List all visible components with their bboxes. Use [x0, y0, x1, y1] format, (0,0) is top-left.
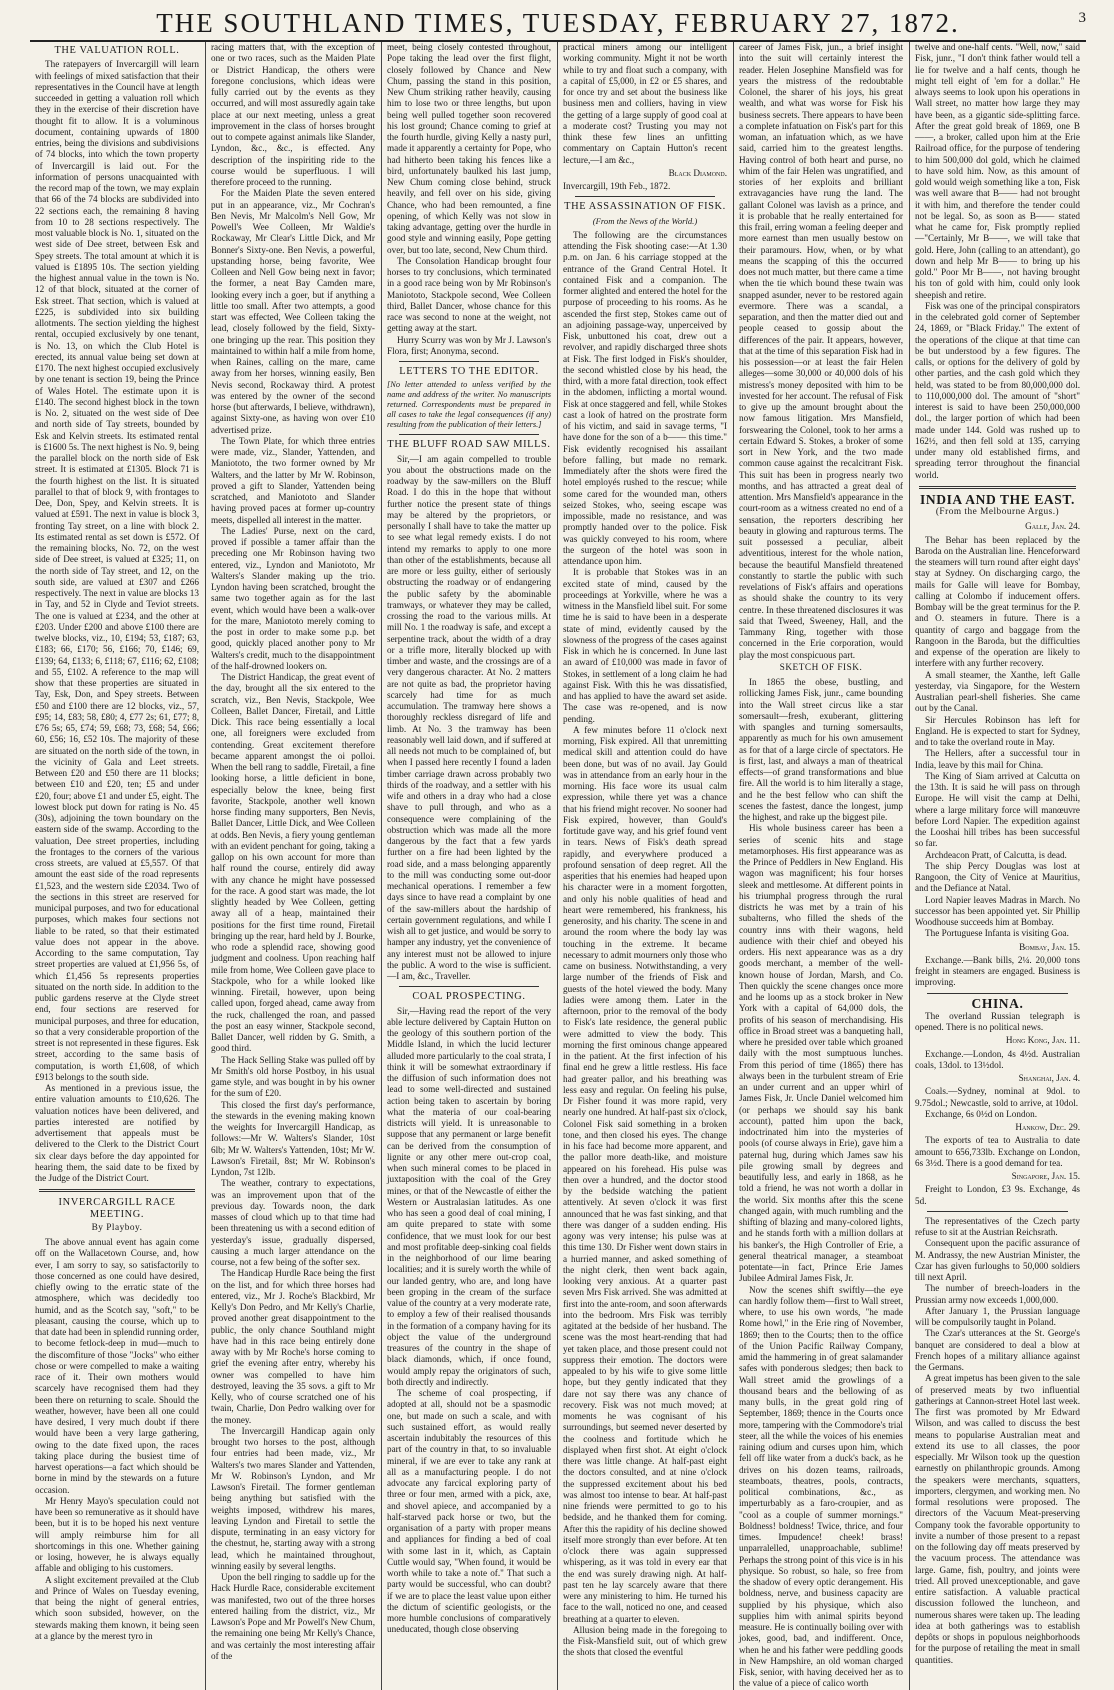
section-heading: INVERCARGILL RACE MEETING.	[58, 1197, 176, 1220]
column-1	[30, 42, 206, 1690]
divider	[575, 196, 715, 197]
paragraph: The exports of tea to Australia to date amount to 656,733lb. Exchange on London, 6s 3½d. There is a good demand for tea.	[915, 1135, 1080, 1168]
paragraph: Allusion being made in the foregoing to the Fisk-Mansfield suit, out of which grew the shots that closed the eventful	[563, 1624, 727, 1658]
paragraph: The District Handicap, the great event of the day, brought all the six entered to the scratch, viz., Ben Nevis, Stackpole, Wee Colleen, Ballet Dancer, Firetail, and Little Dick. This race being essentially a local one, all foreigners were excluded from contending. Great excitement therefore became apparent amongst the oi polloi. When the bell rang to saddle, Firetail, a fine looking horse, a little deficient in bone, especially below the knee, being first favorite, Stackpole, another well known horse finding many supporters, Ben Nevis, Ballet Dancer, Little Dick, and Wee Colleen at odds. Ben Nevis, a fiery young gentleman with an evident penchant for going, taking a gallop on his own account for more than half round the course, entirely did away with any chance he might have possessed for the race. A good start was made, the lot slightly headed by Wee Colleen, getting away all of a heap, maintained their positions for the first time round, Firetail bringing up the rear, hard held by J. Bourke, who rode a splendid race, showing good judgment and coolness. Upon reaching half mile from home, Wee Colleen gave place to Stackpole, who for a while looked like winning. Firetail, however, upon being called upon, forged ahead, came away from the ruck, challenged the roan, and passed the post an easy winner, Stackpole second, Ballet Dancer, well ridden by G. Smith, a good third.	[211, 672, 375, 1054]
section-heading: LETTERS TO THE EDITOR.	[399, 366, 539, 377]
paragraph: The Consolation Handicap brought four horses to try conclusions, which terminated in a good race being won by Mr Robinson's Maniototo, Stackpole second, Wee Colleen third, Ballet Dancer, whose chance for this race was second to none at the weight, not getting away at the start.	[387, 255, 551, 334]
paragraph: Hurry Scurry was won by Mr J. Lawson's Flora, first; Anonyma, second.	[387, 334, 551, 356]
divider	[399, 434, 539, 435]
paragraph: It is probable that Stokes was in an excited state of mind, caused by the proceedings at Yorkville, where he was a witness in the Mansfield libel suit. For some time he is said to have been in a desperate state of mind, evidently caused by the slowness of the progress of the cases against Fisk in which he is concerned. In June last an award of £10,000 was made in favor of Stokes, in settlement of a long claim he had against Fisk. With this he was dissatisfied, and has applied to have the award set aside. The case was re-opened, and is now pending.	[563, 567, 727, 724]
paragraph: For the Maiden Plate the seven entered put in an appearance, viz., Mr Cochran's Ben Nevis, Mr Malcolm's Nell Gow, Mr Powell's Wee Colleen, Mr Waldie's Rockaway, Mr Clear's Little Dick, and Mr Bonner's Sixty-one. Ben Nevis, a powerful, upstanding horse, being favorite, Wee Colleen and Nell Gow being next in favor; the former, a neat Bay Camden mare, looking every inch a goer, but if anything a little too small. After two attempts, a good start was effected, Wee Colleen taking the lead, closely followed by the field, Sixty-one bringing up the rear. This position they maintained to within half a mile from home, when Raines, calling on the mare, came away from her horses, winning easily, Ben Nevis second, Rockaway third. A protest was entered by the owner of the second horse (but afterwards, I believe, withdrawn), against Sixty-one, as having won over £10 advertised prize.	[211, 188, 375, 435]
paragraph: The scheme of coal prospecting, if adopted at all, should not be a spasmodic one, but made on such a scale, and with such sustained effort, as would really ascertain indubitably the resources of this part of the country in that, to so invaluable mineral, if we are ever to take any rank at all as a manufacturing people. I do not advocate any farcical exploring party of three or four men, armed with a pick, axe, and shovel apiece, and accompanied by a half-starved pack horse or two, but the organisation of a party with proper means and appliances for finding a bed of coal with some last in it, which, as Captain Cuttle would say, "When found, it would be worth while to take a note of." That such a party would be successful, who can doubt? if we are to place the least value upon either the dictum of scientific geologists, or the more humble conclusions of comparatively uneducated, though close observing	[387, 1388, 551, 1635]
dateline: Bombay, Jan. 15.	[1019, 941, 1080, 952]
paragraph: Fisk was one of the principal conspirators in the celebrated gold corner of September 24, 1869, or "Black Friday." The extent of the operations of the clique at that time can be but understood by a few figures. The calls, or options for the delivery of gold by other parties, and the cash gold which they held, was stated to be from 80,000,000 dol. to 110,000,000 dol. The amount of "short" interest is said to have been 250,000,000 dol., the larger portion of which had been made under 144. Gold was rushed up to 162½, and then fell sold at 135, carrying under many old established firms, and spreading terror throughout the financial world.	[915, 300, 1080, 480]
paragraph: The above annual event has again come off on the Wallacetown Course, and, how ever, I am sorry to say, so satisfactorily to those concerned as one could have desired, chiefly owing to the erratic state of the atmosphere, which was decidedly too humid, and as the Scotch say, "soft," to be pleasant, causing the course, which up to that date had been in splendid running order, to become fetlock-deep in mud—much to the discomfiture of those "Jocks" who either chose or were compelled to make a waiting race of it. Their own mothers would scarcely have recognised them had they been there on returning to scale. Should the weather, however, have been all one could have desired, I very much doubt if there would have been a very large gathering, owing to the date fixed upon, the races taking place during the busiest time of harvest operations—a fact which should be borne in mind by the stewards on a future occasion.	[35, 1237, 199, 1495]
paragraph: After January 1, the Prussian language will be compulsorily taught in Poland.	[915, 1305, 1080, 1327]
paragraph: Sir,—I am again compelled to trouble you about the obstructions made on the roadway by the saw-millers on the Bluff Road. I do this in the hope that without further notice the present state of things may be altered by the proprietors, or personally I shall have to take the matter up to see what legal remedy exists. I do not intend my remarks to apply to one more than other of the establishments, because all are more or less guilty, either of seriously obstructing the roadway or of endangering the public safety by the abominable tramways, or whatever they may be called, crossing the road to the various mills. At mill No. 1 the roadway is safe, and except a serpentine track, about the width of a dray or a trifle more, literally blocked up with timber and waste, and the crossings are of a very dangerous character. At No. 2 matters are not quite as bad, the proprietor having scarcely had time for as much accumulation. The tramway here shows a thoroughly reckless disregard of life and limb. At No. 3 the tramway has been reasonably well laid down, and if suffered at all needs not much to be complained of, but when I passed here recently I found a laden timber carriage drawn across probably two thirds of the roadway, and a settler with his wife and others in a dray who had a close shave to pull through, and who as a consequence were complaining of the obstruction which was made all the more dangerous by the fact that a few yards further on a fire had been lighted by the road side, and a mass belonging apparently to the mill was conducting some out-door mechanical operations. I remember a few days since to have read a complaint by one of the saw-millers about the hardship of certain government regulations, and while I wish all to get justice, and would be sorry to hamper any industry, yet the convenience of any interest must not be allowed to injure the public. A word to the wise is sufficient.—I am, &c., Traveller.	[387, 453, 551, 981]
byline: By Playboy.	[91, 1222, 143, 1233]
source-line: (From the News of the World.)	[592, 215, 698, 226]
paragraph: The ratepayers of Invercargill will learn with feelings of mixed satisfaction that their representatives in the Council have at length succeeded in getting a valuation roll which they in the exercise of their discretion have thought fit to allow. It is a voluminous document, containing upwards of 1800 entries, being the divisions and subdivisions of 74 blocks, into which the town property of Invercargill is laid out. For the information of persons unacquainted with the record map of the town, we may explain that 66 of the 74 blocks are subdivided into 22 sections each, the remaining 8 having from 10 to 28 sections respectively. The most valuable block is No. 1, situated on the west side of Dee street, between Esk and Spey streets. The total amount at which it is valued is £1895 10s. The section yielding the highest annual value in the town is No. 12 of that block, situated at the corner of Esk street. That section, which is valued at £225, is subdivided into six building allotments. The section yielding the highest rental, occupied exclusively by one tenant, is No. 13, on which the Club Hotel is erected, its annual value being set down at £170. The next highest occupied exclusively by one tenant is section 19, being the Prince of Wales Hotel. The estimate upon it is £140. The second highest block in the town is No. 2, situated on the west side of Dee and north side of Tay streets, bounded by Esk and Kelvin streets. Its estimated rental is £1600 5s. The next highest is No. 9, being the parallel block on the north side of Esk street. It is estimated at £1305. Block 71 is the fourth highest on the list. It is situated parallel to that of block 9, with frontages to Dee, Don, Spey, and Kelvin streets. It is valued at £591. The next in value is block 3, fronting Tay street, on a line with block 2. Its estimated rental as set down is £572. Of the remaining blocks, No. 72, on the west side of Dee street, is valued at £325; 11, on the north side of Tay street, and 12, on the south side, are valued at £307 and £266 respectively. The next in value are blocks 13 in Tay, and 52 in Clyde and Teviot streets. The one is valued at £234, and the other at £203. Under £200 and above £100 there are twelve blocks, viz., 10, £194; 53, £187; 63, £183; 66, £170; 56, £166; 70, £146; 69, £139; 64, £133; 6, £118; 67, £116; 62, £108; and 55, £102. A reference to the map will show that these properties are situated in Tay, Esk, Don, and Spey streets. Between £50 and £100 there are 12 blocks, viz., 57, £95; 14, £83; 58, £80; 4, £77 2s; 61, £77; 8, £76 5s; 65, £74; 59, £68; 73, £68; 54, £66; 60, £56; 16, £52 10s. The majority of these are situated on the north side of the town, in the vicinity of Gala and Leet streets. Between £20 and £50 there are 11 blocks; between £10 and £20, ten; £5 and under £20, four; above £1 and under £5, eight. The lowest block put down for rating is No. 45 (30s), adjoining the town boundary on the eastern side of the swamp. According to the valuation, Dee street properties, including the frontages to the corners of the various cross streets, are valued at £5,557. Of that amount the east side of the road represents £1,523, and the western side £2034. Two of the sections in this street are reserved for municipal purposes, and two for educational purposes, which makes four sections not liable to be rated, so that their estimated value does not appear in the above. According to the same computation, Tay street properties are valued at £1,956 5s, of which £1,456 5s represents properties situated on the north side. In addition to the public gardens reserve at the Clyde street end, four sections are reserved for municipal purposes, and three for education, so that a very considerable proportion of the street is not represented in these figures. Esk street, according to the same basis of computation, is worth £1,608, of which £913 belongs to the south side.	[35, 59, 199, 1082]
paragraph: Invercargill, 19th Feb., 1872.	[563, 181, 671, 191]
paragraph: The Hellers, after a successful tour in India, leave by this mail for China.	[915, 748, 1080, 770]
divider	[39, 1189, 195, 1192]
column-4	[558, 42, 734, 1690]
paragraph: A small steamer, the Xanthe, left Galle yesterday, via Singapore, for the Western Australian pearl-shell fisheries. She came out by the Canal.	[915, 669, 1080, 714]
column-3	[382, 42, 558, 1690]
dateline: Hankow, Dec. 29.	[1015, 1122, 1080, 1132]
paragraph: Exchange.—Bank bills, 2¼. 20,000 tons freight in steamers are engaged. Business is improving.	[915, 954, 1080, 988]
paragraph: Mr Henry Mayo's speculation could not have been so remunerative as it should have been, but it is to be hoped his next venture will amply reimburse him for all shortcomings in this one. Whether gaining or losing, however, he is always equally affable and obliging to his customers.	[35, 1495, 199, 1574]
paragraph: Upon the bell ringing to saddle up for the Hack Hurdle Race, considerable excitement was manifested, two out of the three horses entered hailing from the district, viz., Mr Lawson's Pope and Mr Powell's New Chum, the remaining one being Mr Kelly's Chance, and was certainly the most interesting affair of the	[211, 1572, 375, 1661]
paragraph: The Invercargill Handicap again only brought two horses to the post, although four entries had been made, viz., Mr Walters's two mares Slander and Yattenden, Mr W. Robinson's Lyndon, and Mr Lawson's Firetail. The former gentleman being anything but satisfied with the weights imposed, withdrew his mares, leaving Lyndon and Firetail to settle the dispute, terminating in an easy victory for the chestnut, he, starting away with a strong lead, which he maintained throughout, winning easily by several lengths.	[211, 1425, 375, 1571]
paragraph: This closed the first day's performance, the stewards in the evening making known the weights for Invercargill Handicap, as follows:—Mr W. Walters's Slander, 10st 6lb; Mr W. Walters's Yattenden, 10st; Mr W. Lawson's Firetail, 8st; Mr W. Robinson's Lyndon, 7st 12lb.	[211, 1099, 375, 1177]
paragraph: Archdeacon Pratt, of Calcutta, is dead.	[925, 849, 1067, 860]
paragraph: The weather, contrary to expectations, was an improvement upon that of the previous day. Towards noon, the dark masses of cloud which up to that time had been threatening us with a second edition of yesterday's issue, gradually dispersed, causing a much larger attendance on the course, not a few being of the softer sex.	[211, 1178, 375, 1267]
paragraph: The Portuguese Infanta is visiting Goa.	[925, 928, 1069, 939]
paragraph: A few minutes before 11 o'clock next morning, Fisk expired. All that unremitting medical skill and attention could do have been done, but was of no avail. Jay Gould was in attendance from an early hour in the morning. His face wore its usual calm expression, while there yet was a chance that his friend might recover. No sooner had Fisk expired, however, than Gould's fortitude gave way, and his grief found vent in tears. News of Fisk's death spread rapidly, and everywhere produced a profound sensation of deep regret. All the asperities that his enemies had heaped upon his character were in a moment forgotten, and only his noble qualities of head and heart were remembered, his frankness, his generosity, and his charity. The scene in and around the room where the body lay was touching in the extreme. It became necessary to admit mourners only those who came on business. Notwithstanding, a very large number of the friends of Fisk and guests of the hotel viewed the body. Many ladies were among them. Later in the afternoon, prior to the removal of the body to Fisk's late residence, the general public were admitted to view the body. This morning the first ominous change appeared in the patient. At the first infection of his final end he grew a little restless. His face had greater pallor, and his breathing was less easy and regular. On feeling his pulse, Dr Fisher found it was more rapid, very nearly one hundred. At half-past six o'clock, Colonel Fisk said something in a broken tone, and then closed his eyes. The change in his face had become more apparent, and the pallor more death-like, and moisture appeared on his forehead. His pulse was then over a hundred, and the doctor stood by the bedside watching the patient attentively. At seven o'clock it was first announced that he was fast sinking, and that there was danger of a sudden ending. His agony was very intense; his pulse was at this time 130. Dr Fisher went down stairs in a hurried manner, and asked something of the night clerk, then went back again, looking very anxious. At a quarter past seven Mrs Fisk arrived. She was admitted at first into the ante-room, and soon afterwards into the bedroom. Mrs Fisk was terribly agitated at the bedside of her husband. The scene was the most heart-rending that had yet taken place, and those present could not suppress their emotion. The doctors were appealed to by his wife to give some little hope, but they gently indicated that they dare not say there was any chance of recovery. Fisk was not much moved; at moments he was cognisant of his surroundings, but seemed never deserted by the coolness and fortitude which he displayed when first shot. At eight o'clock there was little change. At half-past eight the doctors consulted, and at nine o'clock the suppressed excitement about his bed was almost too intense to bear. At half-past nine friends were permitted to go to his bedside, and he thanked them for coming. After this the rapidity of his decline showed itself more strongly than ever before. At ten o'clock there was again suppressed whispering, as it was told in every ear that the end was surely drawing nigh. At half-past ten he lay scarcely aware that there were any ministering to him. He turned his face to the wall, noticed no one, and ceased breathing at a quarter to eleven.	[563, 724, 727, 1624]
paragraph: In 1865 the obese, bustling, and rollicking James Fisk, junr., came bounding into the Wall street circus like a star somersault—fresh, exuberant, glittering with spangles and turning somersaults, apparently as much for his own amusement as for that of a large circle of spectators. He is first, last, and always a man of theatrical effects—of grand transformations and blue fire. All the world is to him literally a stage, and he the best fellow who can shift the scenes the fastest, dance the longest, jump the highest, and rake up the biggest pile.	[739, 677, 903, 822]
column-6	[910, 42, 1086, 1690]
editorial-note: [No letter attended to unless verified by the name and address of the writer. No manuscripts returned. Correspondents must be prepared in all cases to take the legal consequences (if any) resulting from the publication of their letters.]	[387, 380, 551, 430]
paragraph: The King of Siam arrived at Calcutta on the 13th. It is said he will pass on through Europe. He will visit the camp at Delhi, where a large military force will manœuvre before Lord Napier. The expedition against the Looshai hill tribes has been successful so far.	[915, 770, 1080, 849]
divider	[927, 1211, 1068, 1212]
dateline: Shanghai, Jan. 4.	[1018, 1073, 1080, 1083]
paragraph: The Handicap Hurdle Race being the first on the list, and for which three horses had entered, viz., Mr J. Roche's Blackbird, Mr Kelly's Don Pedro, and Mr Kelly's Charlie, proved another great disappointment to the public, the only chance Southland might have had in this race being entirely done away with by Mr Roche's horse coming to grief the evening after entry, whereby his owner was compelled to have him destroyed, leaving the 35 sovs. a gift to Mr Kelly, who of course scratched one of his twain, Charlie, Don Pedro walking over for the money.	[211, 1268, 375, 1425]
section-heading: THE VALUATION ROLL.	[54, 45, 180, 56]
byline: (From the Melbourne Argus.)	[935, 507, 1060, 517]
paragraph: Coals.—Sydney, nominal at 9dol. to 9.75dol.; Newcastle, sold to arrive, at 10dol.	[915, 1086, 1080, 1108]
section-heading: CHINA.	[971, 995, 1024, 1011]
paragraph: career of James Fisk, jun., a brief insight into the suit will certainly interest the reader. Helen Josephine Mansfield was for years the mistress of the redoubtable Colonel, the sharer of his joys, his great wealth, and what was worse for Fisk his business secrets. There appears to have been a complete infatuation on Fisk's part for this woman, an infatuation which, as we have said, carried him to the greatest lengths. Having control of both heart and purse, no whim of the fair Helen was ungratified, and stories of her exploits and brilliant extravagancies have rung the land. The gallant Colonel was lavish as a prince, and it is probable that he really entertained for this frail, erring woman a feeling deeper and more earnest than men usually bestow on their paramours. How, when, or by what means the scapping of this the occurred does not much matter, but there came a time when the tie which bound these twain was snapped asunder, never to be restored again evermore. There was a scandal, a separation, and then the matter died out and people ceased to gossip about the differences of the pair. It appears, however, that at the time of this separation Fisk had in his possession—or at least the fair Helen alleges—some 30,000 or 40,000 dols of his mistress's money deposited with him to be invested for her account. The refusal of Fisk to give up the amount brought about the now famous litigation. Mrs Mansfield, forswearing the Colonel, took to her arms a certain Edward S. Stokes, a broker of some sort in New York, and the two made common cause against the recalcitrant Fisk. This suit has been in progress nearly two months, and has attracted a great deal of attention. Mrs Mansfield's appearance in the court-room as a witness created no end of a sensation, the reporters describing her beauty in glowing and rapturous terms. The suit possessed a peculiar, albeit adventitious, interest for the whole nation, because the beautiful Mansfield threatened constantly to startle the public with such revelations of Fisk's affairs and operations as should shake the country to its very centre. In these threatened disclosures it was said that Tweed, Sweeney, Hall, and the Tammany Ring, together with those concerned in the Erie corporation, would play the most conspicuous part.	[739, 42, 903, 660]
paragraph: The overland Russian telegraph is opened. There is no political news.	[915, 1010, 1080, 1032]
paragraph: The following are the circumstances attending the Fisk shooting case:—At 1.30 p.m. on Jan. 6 his carriage stopped at the entrance of the Grand Central Hotel. It contained Fisk and a companion. The former alighted and entered the hotel for the purpose of proceeding to his rooms. As he ascended the first step, Stokes came out of an adjoining passage-way, unperceived by Fisk, unbuttoned his coat, drew out a revolver, and rapidly discharged three shots at Fisk. The first lodged in Fisk's shoulder, the second whistled close by his head, the third, with a more fatal direction, took effect in the abdomen, inflicting a mortal wound. Fisk at once staggered and fell, while Stokes cast a look of hatred on the prostrate form of his victim, and said in savage terms, "I have done for the son of a b—— this time." Fisk evidently recognised his assailant before falling, but made no remark. Immediately after the shots were fired the hotel employés rushed to the rescue; while some cared for the wounded man, others seized Stokes, who, seeing escape was impossible, made no resistance, and was promptly handed over to the police. Fisk was quickly conveyed to his room, where the surgeon of the hotel was soon in attendance upon him.	[563, 229, 727, 566]
paragraph: Now the scenes shift swiftly—the eye can hardly follow them—first to Wall street, where, to use his own words, "he made Rome howl," in the Erie ring of November, 1869; then to the Courts; then to the office of the Union Pacific Railway Company, amid the hammering in of great salamander safes with ponderous sledges; then back to Wall street amid the growlings of a thousand bears and the bellowing of as many bulls, in the great gold ring of September, 1869; thence in the Courts once more, tampering with the Commodore's trial steer, all the while the voices of his enemies raining odium and curses upon him, which fell off like water from a duck's back, as he drives on his dozen teams, railroads, steamboats, theatres, pools, contracts, political combinations, &c., as imperturbably as a faro-croupier, and as "cool as a couple of summer mornings." Boldness! boldness! Twice, thrice, and four times. Impudence! cheek! brass! unparralelled, unapproachable, sublime! Perhaps the strong point of this vice is in his physique. So robust, so hale, so free from the shadow of every optic derangement. His boldness, nerve, and business capacity are supplied by his physique, which also supplies him with animal spirits beyond measure. He is continually boiling over with jokes, good, bad, and indifferent. Once, when he and his father were peddling goods in New Hampshire, an old woman charged Fisk, senior, with having deceived her as to the value of a piece of calico worth	[739, 1284, 903, 1689]
byline: SKETCH OF FISK.	[779, 662, 863, 673]
paragraph: The Town Plate, for which three entries were made, viz., Slander, Yattenden, and Maniototo, the two former owned by Mr Walters, and the latter by Mr W. Robinson, proved a gift to Slander, Yattenden being scratched, and Maniototo and Slander having proved paces at former up-country meets, dispelled all interest in the matter.	[211, 435, 375, 525]
dateline: Hong Kong, Jan. 11.	[1005, 1035, 1080, 1046]
paragraph: Sir,—Having read the report of the very able lecture delivered by Captain Hutton on the geology of this southern portion of the Middle Island, in which the lucid lecturer alluded more particularly to the coal strata, I think it will be somewhat extraordinary if the diffusion of such information does not lead to some well-directed and sustained action being taken to ascertain by boring what the materia of our coal-bearing districts will yield. It is unreasonable to suppose that any permanent or large benefit can be derived from the consumption of lignite or any other mere out-crop coal, when such mineral comes to be placed in juxtaposition with the coal of the Grey mines, or that of the Newcastle of either the Western or Australasian latitudes. As one who has seen a good deal of coal mining, I am quite prepared to state with some confidence, that we must look for our best and most profitable deep-sinking coal fields in the neighborhood of our lime bearing localities; and it is surely worth the while of our landed gentry, who are, and long have been groping in the cream of the surface value of the country at a very moderate rate, to employ a few of their realised thousands in the formation of a company having for its object the value of the underground treasures of the country in the shape of black diamonds, which, if once found, would amply repay the originators of such, both directly and indirectly.	[387, 1005, 551, 1387]
section-heading: COAL PROSPECTING.	[412, 991, 526, 1003]
paragraph: A great impetus has been given to the sale of preserved meats by two influential gatherings at Cannon-street Hotel last week. The first was promoted by Mr Edward Wilson, and was called to discuss the best means to popularise Australian meat and extend its use to all classes, the poor especially. Mr Wilson took up the question earnestly on philanthropic grounds. Among the speakers were merchants, squatters, importers, clergymen, and working men. No formal resolutions were proposed. The directors of the Vacuum Meat-preserving Company took the favorable opportunity to invite a number of those present to a repast on the following day off meats preserved by the vacuum process. The attendance was large. Game, fish, poultry, and joints were tried. All proved unexceptionable, and gave entire satisfaction. A valuable practical discussion followed the luncheon, and numerous shares were taken up. The leading idea at both gatherings was to establish depôts or shops in populous neighborhoods for the purpose of retailing the meat in small quantities.	[915, 1373, 1080, 1665]
paragraph: Lord Napier leaves Madras in March. No successor has been appointed yet. Sir Phillip Woodhouse succeeds him at Bombay.	[915, 894, 1080, 927]
paragraph: practical miners among our intelligent working community. Might it not be worth while to try and float such a company, with a capital of £5,000, in £2 or £5 shares, and for once try and set about the business like business men and colliers, having in view the getting of a large supply of good coal at a moderate cost? Trusting you may not think these few lines an unfitting commentary on Captain Hutton's recent lecture,—I am &c.,	[563, 42, 727, 165]
paragraph: His whole business career has been a series of scenic hits and stage metamorphoses. His first appearance was as the Prince of Peddlers in New England. His wagon was magnificent; his four horses sleek and mettlesome. At different points in his triumphal progress through the rural districts he was met by a train of his subalterns, who filled the sheds of the country inns with their wagons, held audience with their chief and obeyed his orders. His next appearance was as a dry goods merchant, a member of the well-known house of Jordan, Marsh, and Co. Then quickly the scene changes once more and he looms up as a stock broker in New York with a capital of 64,000 dols, the profits of his season of merchandising. His office in Broad street was a banqueting hall, where he presided over table which groaned daily with the most sumptuous lunches. From this period of time (1865) there has always been in the turbulent stream of Erie an under current and an upper whirl of James Fisk, Jr. Uncle Daniel welcomed him (or perhaps we should say his bank account), patted him upon the back, indoctrinated him into the mysteries of pools (of course always in Erie), gave him a paternal hug, during which James saw his pile growing small by degrees and beautifully less, and early in 1868, as he told a friend, he was not worth a dollar in the world. Six months after this the scene changed again, with much rumbling and the shifting of blazing and many-colored lights, and he stands forth with a million dollars at his banker's, the High Controller of Erie, a general theatrical manager, a steamboat potentate—in fact, Prince Erie James Jubilee Admiral James Fisk, Jr.	[739, 823, 903, 1284]
paragraph: meet, being closely contested throughout, Pope taking the lead over the first flight, closely followed by Chance and New Chum, passing the stand in this position, New Chum striking rather heavily, causing him to lose two or three lengths, but upon being well pulled together soon recovered his lost ground; Chance coming to grief at the fourth hurdle, giving Kelly a nasty purl, made it apparently a certainty for Pope, who had hitherto been taking his fences like a bird, unfortunately baulked his last jump, New Chum coming close behind, struck heavily, and fell over on his side, giving Chance, who had been remounted, a fine opening, of which Kelly was not slow in taking advantage, getting over the hurdle in good style and winning easily, Pope getting over, but too late, second, New Chum third.	[387, 42, 551, 255]
paragraph: twelve and one-half cents. "Well, now," said Fisk, junr., "I don't think father would tell a lie for twelve and a half cents, though he might tell eight of 'em for a dollar." He always seems to look upon his operations in Wall street, no matter how large they may have been, as a gigantic side-splitting farce. After the great gold break of 1869, one B——, a broker, called upon him at the Erie Railroad office, for the purpose of tendering to him 500,000 dol gold, which he claimed to have sold him. Now, as this amount of gold would weigh something like a ton, Fisk was well aware that B—— had not brought it with him, and therefore the tender could not be legal. So, as soon as B—— stated what he came for, Fisk promptly replied—"Certainly, Mr B——, we will take that gold. Here, John (calling to an attendant), go down and help Mr B—— to bring up his gold." Poor Mr B——, not having brought his ton of gold with him, could only look sheepish and retire.	[915, 42, 1080, 300]
paragraph: racing matters that, with the exception of one or two races, such as the Maiden Plate or District Handicap, the others were foregone conclusions, which ideas were fully carried out by the events as they occurred, and will most assuredly again take place at our next meeting, unless a great improvement in the class of horses brought out to compete against animals like Slander, Lyndon, &c., &c., is effected. Any description of the inspiriting ride to the course would be superfluous. I will therefore proceed to the running.	[211, 42, 375, 187]
divider	[927, 993, 1068, 994]
column-5	[734, 42, 910, 1690]
newspaper-title: THE SOUTHLAND TIMES, TUESDAY, FEBRUARY 27, 1872.	[156, 7, 960, 38]
divider	[399, 361, 539, 362]
paragraph: Freight to London, £3 9s. Exchange, 4s 5d.	[915, 1184, 1080, 1206]
paragraph: Sir Hercules Robinson has left for England. He is expected to start for Sydney, and to take the overland route in May.	[915, 714, 1080, 747]
dateline: Galle, Jan. 24.	[1025, 521, 1080, 532]
paragraph: As mentioned in a previous issue, the entire valuation amounts to £10,626. The valuation notices have been delivered, and parties interested are notified by advertisement that appeals must be delivered to the Clerk to the District Court six clear days before the day appointed for hearing them, the said date to be fixed by the Judge of the District Court.	[35, 1083, 199, 1183]
section-heading: THE BLUFF ROAD SAW MILLS.	[387, 439, 551, 451]
paragraph: Exchange, 6s 0½d on London.	[925, 1108, 1038, 1119]
divider	[919, 486, 1076, 489]
paragraph: The ship Percy Douglas was lost at Rangoon, the City of Venice at Mauritius, and the Defiance at Natal.	[915, 860, 1080, 894]
paragraph: The Czar's utterances at the St. George's banquet are considered to deal a blow at French hopes of a military alliance against the Germans.	[915, 1328, 1080, 1372]
paragraph: Consequent upon the pacific assurance of M. Andrassy, the new Austrian Minister, the Czar has given furloughs to 50,000 soldiers till next April.	[915, 1238, 1080, 1282]
paragraph: A slight excitement prevailed at the Club and Prince of Wales on Tuesday evening, that being the night of general entries, which soon subsided, however, on the stewards making them known, it being seen at a glance by the merest tyro in	[35, 1574, 199, 1641]
signature: Black Diamond.	[668, 167, 727, 178]
article-columns	[30, 42, 1086, 1689]
paragraph: The number of breech-loaders in the Prussian army now exceeds 1,000,000.	[915, 1283, 1080, 1305]
section-heading: INDIA AND THE EAST.	[920, 491, 1075, 507]
section-heading: THE ASSASSINATION OF FISK.	[564, 201, 726, 213]
paragraph: The Ladies' Purse, next on the card, proved if possible a tamer affair than the preceding one Mr Robinson having two entered, viz., Lyndon and Maniototo, Mr Walters's Slander making up the trio. Lyndon having been scratched, brought the same two together again as for the last event, which would have been a walk-over for the mare, Maniototo merely coming to the post in order to make some p.p. bet good, quickly placed another pony to Mr Walters's credit, much to the disappointment of the half-drowned lookers on.	[211, 525, 375, 671]
divider	[399, 986, 539, 987]
paragraph: The Hack Selling Stake was pulled off by Mr Smith's old horse Postboy, in his usual game style, and was bought in by his owner for the sum of £20.	[211, 1054, 375, 1099]
paragraph: The Behar has been replaced by the Baroda on the Australian line. Henceforward the steamers will turn round after eight days' stay at Sydney. On discharging cargo, the mails for Galle will leave for Bombay, calling at Colombo if inducement offers. Bombay will be the great terminus for the P. and O. steamers in future. There is a quantity of cargo and baggage from the Rangoon in the Baroda, but the difficulties and expense of the operation are likely to interfere with any further recovery.	[915, 534, 1080, 669]
dateline: Singapore, Jan. 15.	[1011, 1171, 1080, 1181]
masthead	[30, 6, 1086, 42]
column-2	[206, 42, 382, 1690]
paragraph: The representatives of the Czech party refuse to sit at the Austrian Reichsrath.	[915, 1215, 1080, 1237]
paragraph: Exchange.—London, 4s 4½d. Australian coals, 13dol. to 13½dol.	[915, 1048, 1080, 1070]
page-number: 3	[1078, 10, 1086, 26]
